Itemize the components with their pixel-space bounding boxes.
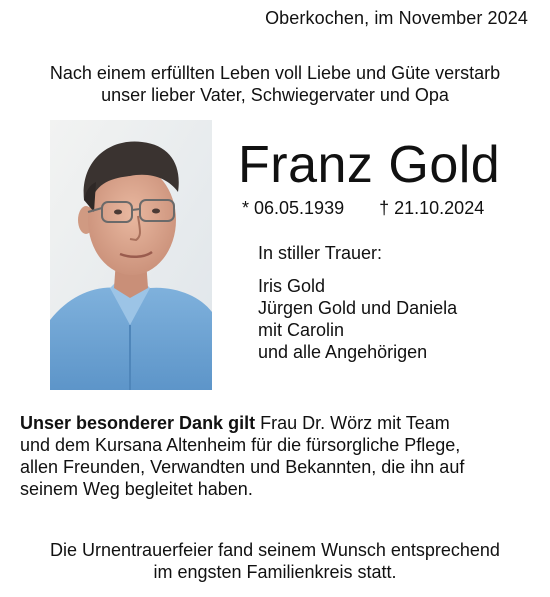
closing-line: im engsten Familienkreis statt.	[153, 562, 397, 582]
place-date: Oberkochen, im November 2024	[265, 8, 528, 28]
portrait-illustration	[50, 120, 212, 390]
mourner-line: mit Carolin	[258, 320, 345, 340]
thanks-line	[20, 412, 540, 434]
thanks-text: Frau Dr. Wörz mit Team	[255, 413, 450, 433]
thanks-line: allen Freunden, Verwandten und Bekannten, die ihn auf	[20, 457, 465, 477]
thanks-paragraph	[20, 412, 540, 500]
portrait-photo	[50, 120, 212, 390]
life-dates	[242, 198, 484, 219]
mourners-block	[258, 242, 457, 363]
thanks-line: und dem Kursana Altenheim für die fürsorgliche Pflege,	[20, 435, 461, 455]
thanks-line: seinem Weg begleitet haben.	[20, 479, 253, 499]
mourner-line: Jürgen Gold und Daniela	[258, 298, 458, 318]
intro-line: Nach einem erfüllten Leben voll Liebe und Güte verstarb	[49, 63, 501, 83]
mourner-line: Iris Gold	[258, 276, 326, 296]
thanks-bold: Unser besonderer Dank gilt	[20, 413, 256, 433]
deceased-name: Franz Gold	[238, 136, 501, 194]
mourner-line: und alle Angehörigen	[258, 342, 428, 362]
birth-date: * 06.05.1939	[242, 198, 345, 218]
mourners-heading: In stiller Trauer:	[258, 243, 383, 263]
intro-line: unser lieber Vater, Schwiegervater und Opa	[101, 85, 449, 105]
closing-text	[0, 539, 550, 583]
closing-line: Die Urnentrauerfeier fand seinem Wunsch entsprechend	[50, 540, 500, 560]
intro-text	[0, 62, 550, 106]
death-date: † 21.10.2024	[379, 198, 485, 218]
